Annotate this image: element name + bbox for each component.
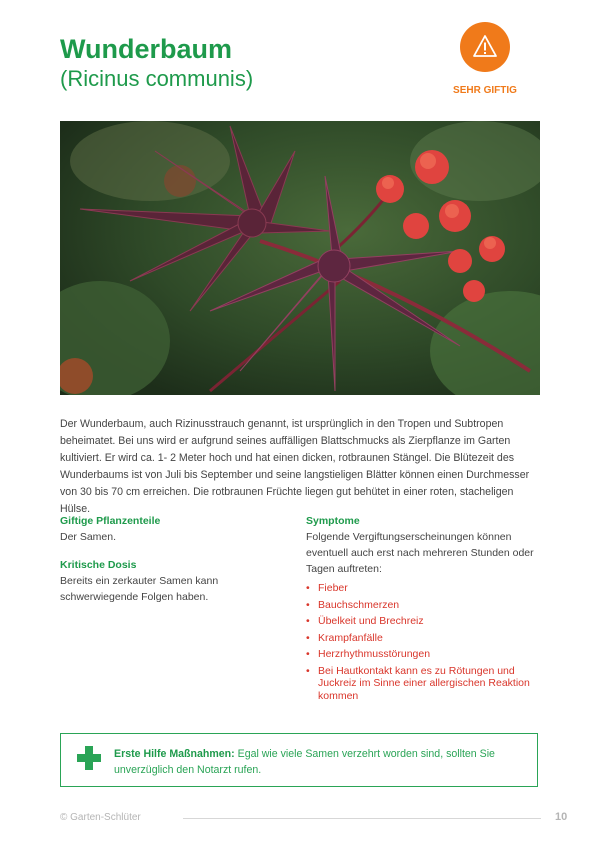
footer-divider: [183, 818, 541, 819]
list-item: • Krampfanfälle: [306, 631, 383, 644]
symptoms-column: [306, 513, 542, 706]
critical-dose-heading: Kritische Dosis: [60, 559, 137, 571]
plant-photo: [60, 121, 540, 395]
warning-badge: [460, 22, 510, 72]
bullet-icon: •: [306, 648, 310, 660]
bullet-icon: •: [306, 582, 310, 594]
bullet-icon: •: [306, 615, 310, 627]
first-aid-box: [60, 733, 538, 787]
page-number: 10: [555, 811, 568, 823]
list-item: • Fieber: [306, 582, 348, 594]
symptoms-list: [306, 582, 542, 702]
warning-label: SEHR GIFTIG: [453, 85, 517, 96]
poison-parts-text: Der Samen.: [60, 531, 117, 543]
first-aid-heading: Erste Hilfe Maßnahmen:: [114, 748, 235, 760]
list-item: • Herzrhythmusstörungen: [306, 648, 431, 660]
list-item: • Übelkeit und Brechreiz: [306, 615, 424, 627]
first-aid-body: Egal wie viele Samen verzehrt worden sind, sollten Sie unverzüglich den Notarzt rufen.: [114, 748, 495, 776]
poison-parts-heading: Giftige Pflanzenteile: [60, 515, 161, 527]
intro-paragraph: Der Wunderbaum, auch Rizinusstrauch genannt, ist ursprünglich in den Tropen und Subtropen beheimatet. Bei uns wird er aufgrund seines auffälligen Blattschmucks als Zierpflanze im Garten kultiviert. Er wird ca. 1- 2 Meter hoch und hat einen dicken, rotbraunen Stängel. Die Blütezeit des Wunderbaums ist von Juli bis September und seine langstieligen Blätter können einen Durchmesser von 30 bis 70 cm erreichen. Die rotbraunen Früchte liegen gut behütet in einer roten, stacheligen Hülse.: [60, 418, 530, 515]
list-item: • Bauchschmerzen: [306, 598, 400, 611]
first-aid-text: [114, 746, 524, 778]
plus-icon: [77, 746, 101, 770]
bullet-icon: •: [306, 598, 310, 611]
page-subtitle: (Ricinus communis): [60, 66, 254, 91]
page-title: Wunderbaum: [60, 34, 233, 64]
list-item: • Bei Hautkontakt kann es zu Rötungen und Juckreiz im Sinne einer allergischen Reaktion kommen: [306, 664, 530, 702]
bullet-icon: •: [306, 664, 310, 677]
symptoms-heading: Symptome: [306, 515, 360, 527]
poison-info-column: [60, 513, 280, 605]
warning-triangle-icon: [472, 33, 498, 59]
critical-dose-text: Bereits ein zerkauter Samen kann schwerwiegende Folgen haben.: [60, 575, 219, 603]
symptoms-intro: Folgende Vergiftungserscheinungen können eventuell auch erst nach mehreren Stunden oder Tagen auftreten:: [306, 531, 534, 575]
bullet-icon: •: [306, 631, 310, 644]
copyright: © Garten-Schlüter: [60, 812, 141, 823]
